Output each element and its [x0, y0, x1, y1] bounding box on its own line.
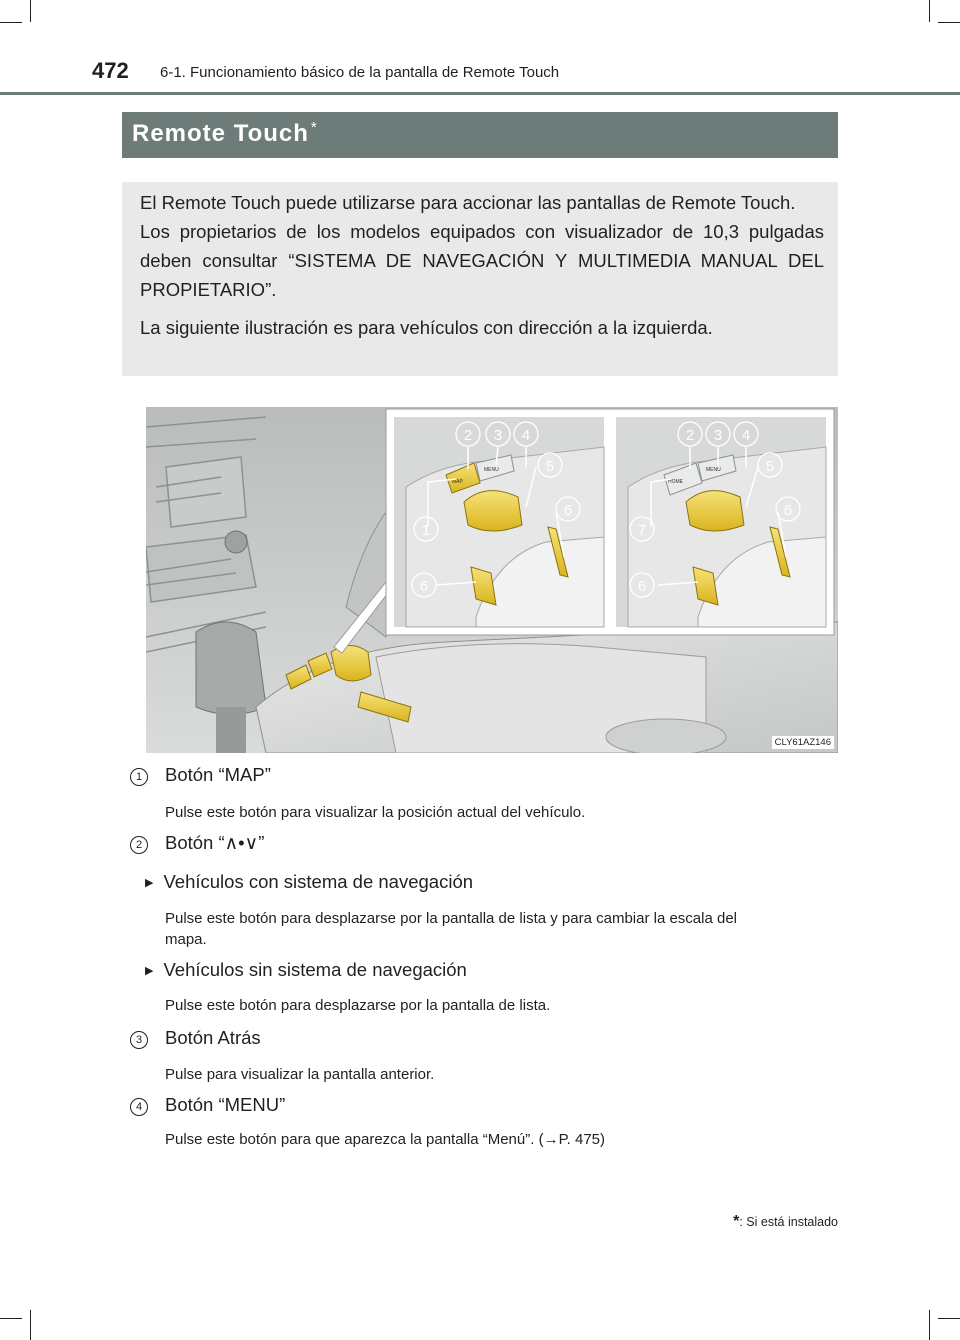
intro-box [122, 182, 838, 376]
sub-heading-text: Vehículos con sistema de navegación [163, 871, 474, 892]
triangle-icon: ▶ [145, 965, 154, 977]
item-description: Pulse este botón para desplazarse por la pantalla de lista. [165, 997, 551, 1014]
item-title: Botón “MAP” [165, 764, 271, 785]
callout-6: 6 [783, 502, 793, 519]
callout-3: 3 [713, 427, 723, 444]
home-button-label: HOME [668, 479, 683, 485]
callout-3: 3 [493, 427, 503, 444]
callout-4: 4 [521, 427, 531, 444]
callout-5: 5 [545, 458, 555, 475]
remote-touch-illustration [146, 407, 838, 753]
sub-heading [145, 959, 467, 981]
item-title: Botón “MENU” [165, 1094, 286, 1115]
callout-5: 5 [765, 458, 775, 475]
callout-2: 2 [685, 427, 695, 444]
figure-code: CLY61AZ146 [772, 736, 834, 749]
callout-7: 7 [637, 522, 647, 539]
footnote-text: : Si está instalado [739, 1215, 838, 1229]
callout-6: 6 [637, 578, 647, 595]
page-number: 472 [92, 58, 129, 83]
map-button-label: MAP [452, 479, 463, 485]
crop-mark [0, 1318, 22, 1319]
section-title [132, 119, 318, 148]
item-description: Pulse este botón para que aparezca la pantalla “Menú”. (→P. 475) [165, 1131, 605, 1148]
crop-mark [929, 1310, 930, 1340]
callout-6: 6 [563, 502, 573, 519]
callout-4: 4 [741, 427, 751, 444]
item-number: 4 [130, 1098, 148, 1116]
item-description: Pulse este botón para desplazarse por la pantalla de lista y para cambiar la escala del [165, 910, 738, 927]
asterisk-icon: * [310, 119, 318, 136]
item-number: 2 [130, 836, 148, 854]
running-head: 6-1. Funcionamiento básico de la pantalla de Remote Touch [160, 64, 560, 81]
intro-paragraph: Los propietarios de los modelos equipados con visualizador de 10,3 pulgadas deben consultar “SISTEMA DE NAVEGACIÓN Y MULTIMEDIA MANUAL DEL PROPIETARIO”. [140, 221, 824, 300]
menu-button-label: MENU [706, 467, 721, 473]
item-number: 1 [130, 768, 148, 786]
callout-1: 1 [421, 522, 431, 539]
crop-mark [0, 22, 22, 23]
callout-2: 2 [463, 427, 473, 444]
crop-mark [938, 1318, 960, 1319]
header-rule [0, 92, 960, 95]
crop-mark [929, 0, 930, 22]
item-description: Pulse este botón para visualizar la posición actual del vehículo. [165, 804, 586, 821]
item-title: Botón “∧•∨” [165, 832, 265, 853]
item-description: mapa. [165, 931, 207, 948]
intro-paragraph: El Remote Touch puede utilizarse para accionar las pantallas de Remote Touch. [140, 192, 796, 213]
footnote [733, 1213, 838, 1231]
item-number: 3 [130, 1031, 148, 1049]
section-title-bar [122, 112, 838, 158]
console-drawing [146, 407, 838, 753]
triangle-icon: ▶ [145, 877, 154, 889]
intro-paragraph: La siguiente ilustración es para vehículos con dirección a la izquierda. [140, 317, 713, 338]
crop-mark [30, 1310, 31, 1340]
menu-button-label: MENU [484, 467, 499, 473]
item-title: Botón Atrás [165, 1027, 261, 1048]
sub-heading [145, 871, 473, 893]
asterisk-icon: * [733, 1213, 740, 1230]
crop-mark [30, 0, 31, 22]
item-description: Pulse para visualizar la pantalla anterior. [165, 1066, 435, 1083]
crop-mark [938, 22, 960, 23]
callout-6: 6 [419, 578, 429, 595]
sub-heading-text: Vehículos sin sistema de navegación [163, 959, 467, 980]
section-title-text: Remote Touch [132, 120, 309, 147]
